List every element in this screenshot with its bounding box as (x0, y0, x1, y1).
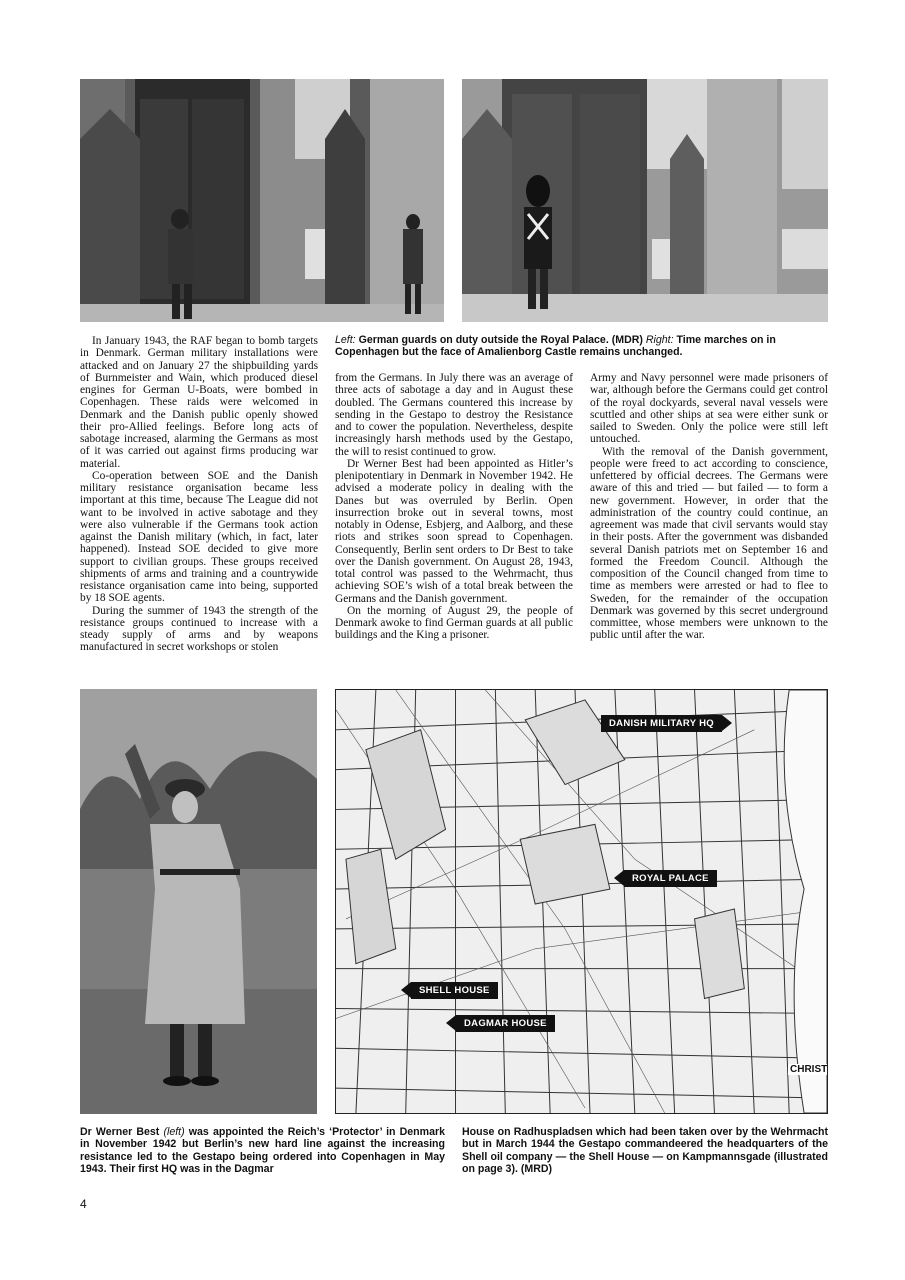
photo-amalienborg-guard (462, 79, 828, 322)
amalienborg-guard-image (462, 79, 828, 322)
top-photo-caption (335, 334, 828, 359)
paragraph: In January 1943, the RAF began to bomb targets in Denmark. German military installations were attacked and on January 27 the shipbuilding yards of Burnmeister and Wain, which produced diesel engines for German U-Boats, were bombed in Copenhagen. These raids were welcomed in Denmark and the Danish public openly showed their pro-Allied feelings. Before long acts of sabotage increased, alarming the Germans as most of it was carried out against firms producing war material. (80, 335, 318, 470)
text-column-3 (590, 372, 828, 642)
bottom-caption-left (80, 1126, 445, 1175)
bottom-caption-right (462, 1126, 828, 1175)
paragraph: On the morning of August 29, the people of Denmark awoke to find German guards at all public buildings and the King a prisoner. (335, 604, 573, 642)
caption-name: Dr Werner Best (80, 1126, 160, 1138)
paragraph: Dr Werner Best had been appointed as Hitler’s plenipotentiary in Denmark in November 1942. He advised a moderate policy in dealing with the Danes but was overruled by Berlin. Open insurrection broke out in several towns, most notably in Odense, Esbjerg, and Aalborg, and these riots and strikes soon spread to Copenhagen. Consequently, Berlin sent orders to Dr Best to take over the Danish government. On August 28, 1943, total control was passed to the Wehrmacht, thus achieving SOE’s wish of a total break between the Germans and the Danish government. (335, 457, 573, 605)
street-map (336, 690, 827, 1113)
caption-left-text: German guards on duty outside the Royal Palace. (MDR) (358, 334, 643, 346)
caption-right-label: Right: (645, 334, 674, 346)
photo-werner-best (80, 689, 317, 1114)
caption-body: was appointed the Reich’s ‘Protector’ in Denmark in November 1942 but Berlin’s new hard line against the increasing resistance led to the Gestapo being ordered into Copenhagen in May 1943. Their first HQ was in the Dagmar (80, 1126, 445, 1175)
map-label-danish-military-hq: DANISH MILITARY HQ (601, 715, 722, 732)
map-label-christ: CHRIST (790, 1064, 828, 1075)
photo-german-guards (80, 79, 444, 322)
caption-left-label: Left: (335, 334, 356, 346)
map-label-shell-house: SHELL HOUSE (411, 982, 498, 999)
caption-body: House on Radhuspladsen which had been taken over by the Wehrmacht but in March 1944 the Gestapo commandeered the headquarters of the Shell oil company — the Shell House — on Kampmannsgade (illustrated on page 3). (MRD) (462, 1126, 828, 1175)
map-label-royal-palace: ROYAL PALACE (624, 870, 717, 887)
paragraph: Army and Navy personnel were made prisoners of war, although before the Germans could get control of the royal dockyards, several naval vessels were scuttled and other ships at sea were either sunk or sailed to Sweden. Only the police were still left untouched. (590, 372, 828, 446)
paragraph: from the Germans. In July there was an average of three acts of sabotage a day and in August these doubled. The Germans countered this increase by sending in the Gestapo to destroy the Resistance and to cower the population. Nevertheless, despite increasingly harsh methods used by the Gestapo, the will to resist continued to grow. (335, 372, 573, 458)
text-column-1 (80, 335, 318, 654)
map-copenhagen (335, 689, 828, 1114)
paragraph: Co-operation between SOE and the Danish military resistance organisation became less important at this time, because The League did not want to be involved in active sabotage and they were also vulnerable if the Germans took action against the Danish military (which, in fact, later happened). Instead SOE decided to give more support to civilian groups. These groups received shipments of arms and training and a countrywide resistance organisation came into being, supported by 18 SOE agents. (80, 469, 318, 605)
german-guards-image (80, 79, 444, 322)
map-label-dagmar-house: DAGMAR HOUSE (456, 1015, 555, 1032)
caption-left-italic: (left) (163, 1126, 185, 1138)
paragraph: During the summer of 1943 the strength of the resistance groups continued to increase with a steady supply of arms and by weapons manufactured in secret workshops or stolen (80, 604, 318, 654)
werner-best-image (80, 689, 317, 1114)
text-column-2 (335, 372, 573, 642)
caption-right-text: Time marches on in Copenhagen but the face of Amalienborg Castle remains unchanged. (335, 334, 776, 359)
page-number: 4 (80, 1197, 87, 1211)
paragraph: With the removal of the Danish government, people were freed to act according to conscience, unfettered by official decrees. The Germans were aware of this and tried — but failed — to form a new government. However, in order that the administration of the country could continue, an agreement was made that civil servants would stay in their posts. After the government was disbanded several Danish patriots met on September 16 and formed the Freedom Council. Although the composition of the Council changed from time to time as members were arrested or had to flee to Sweden, for the remainder of the occupation Denmark was governed by this secret underground committee, whose members were unknown to the public until after the war. (590, 445, 828, 642)
